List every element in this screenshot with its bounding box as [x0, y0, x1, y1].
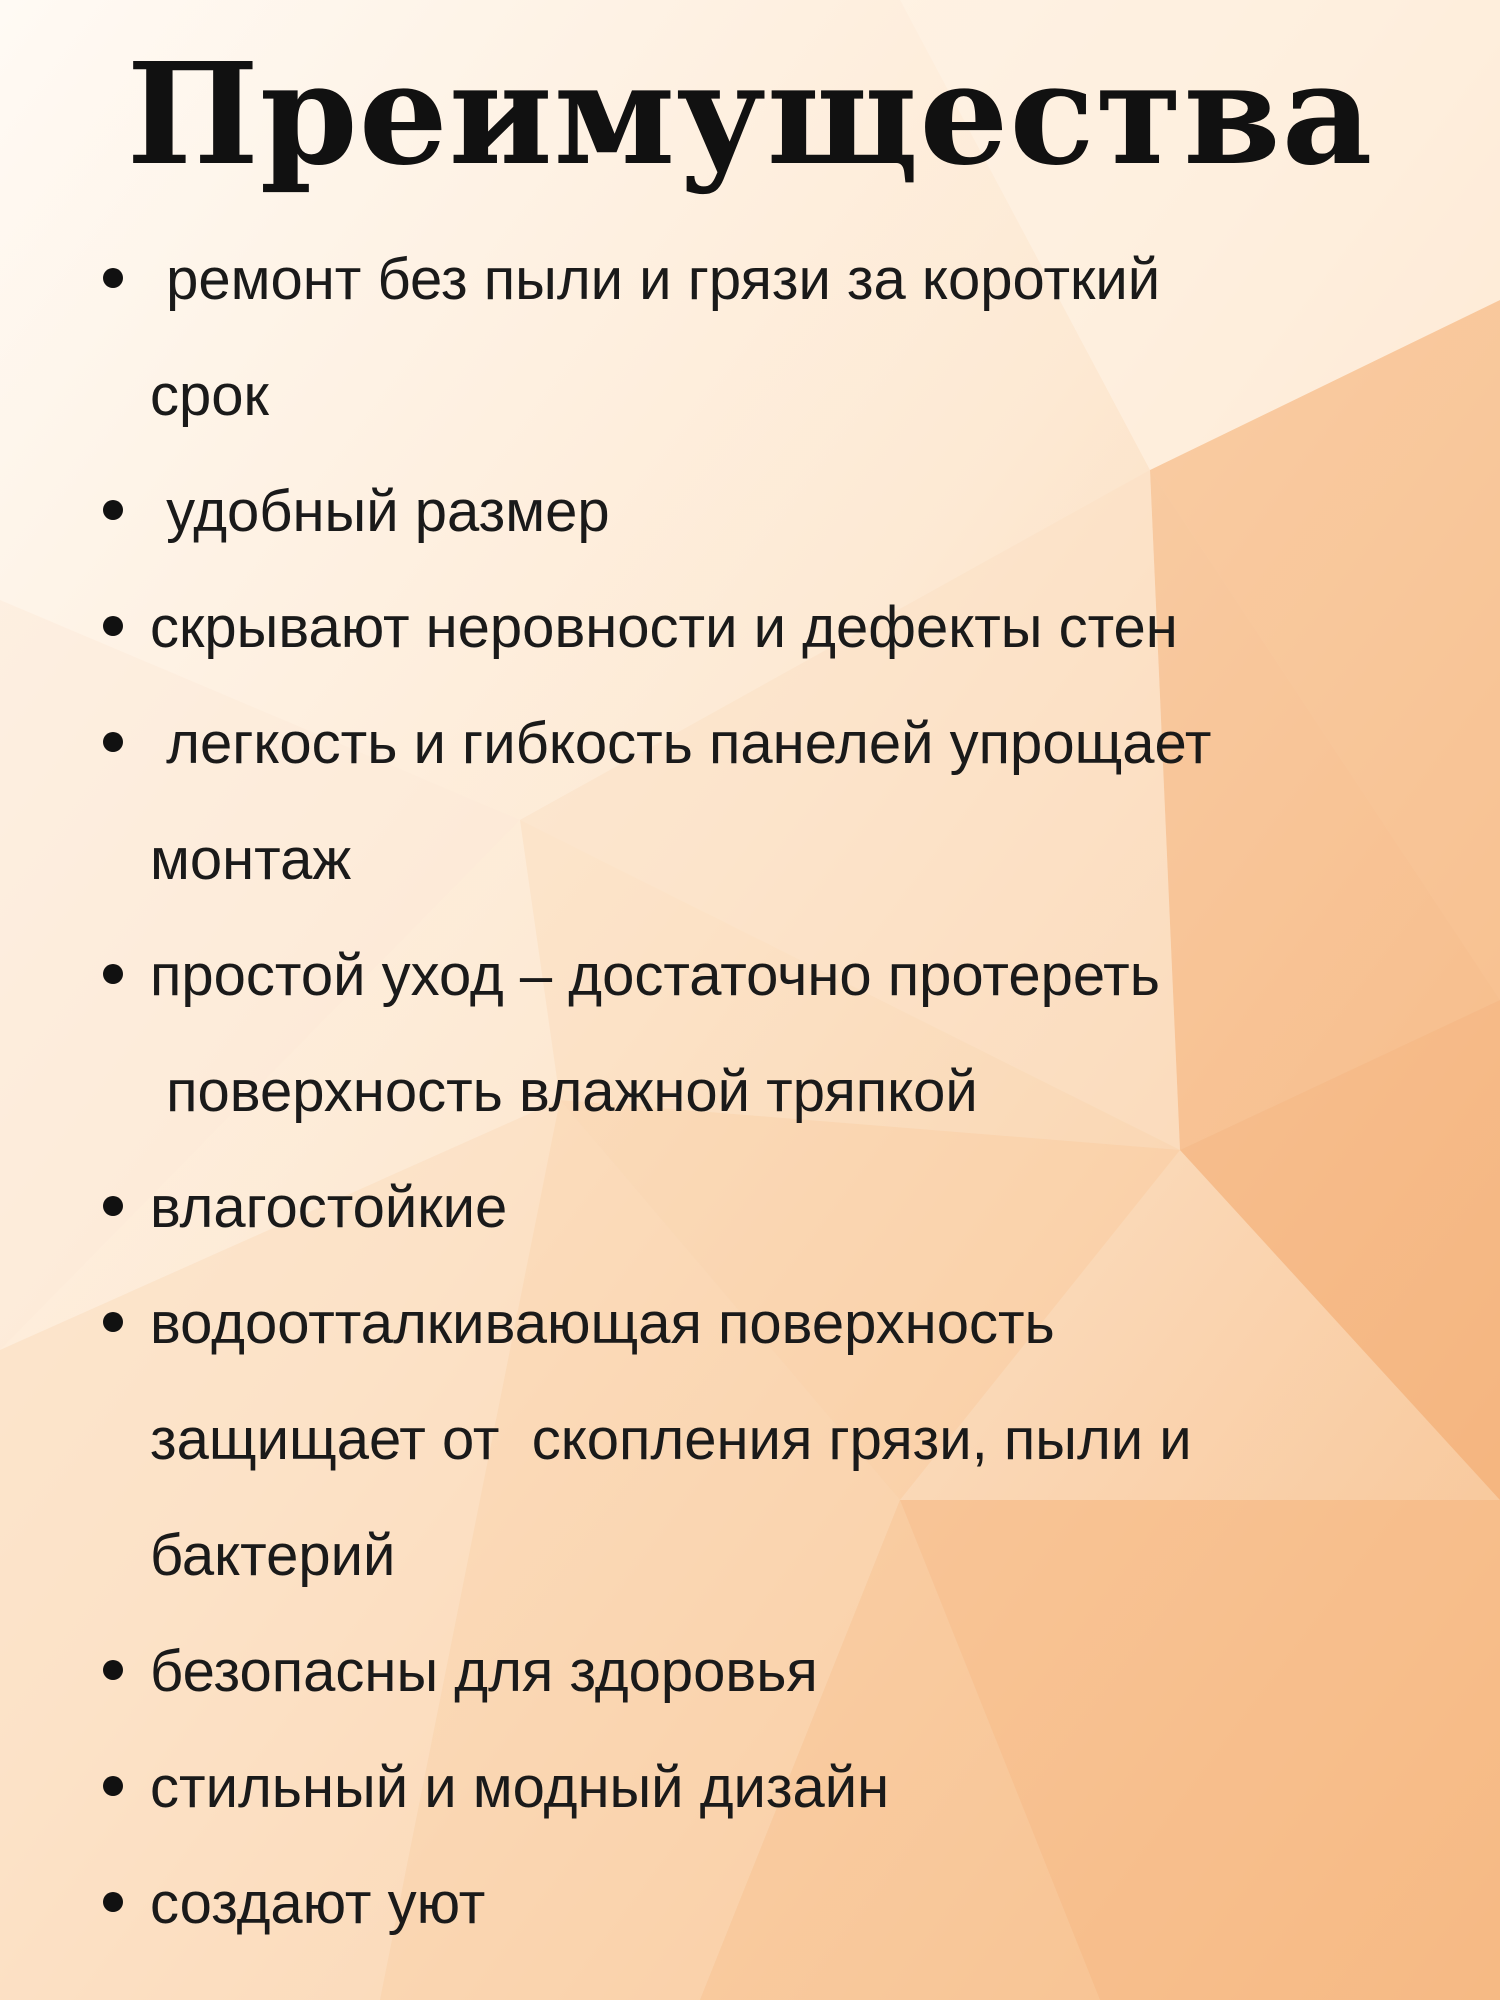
list-item-text: защищает от скопления грязи, пыли и	[150, 1407, 1192, 1472]
list-item-text: монтаж	[150, 827, 352, 892]
page-title: Преимущества	[126, 33, 1374, 197]
bullet-icon	[103, 1196, 123, 1216]
list-item	[95, 1266, 1475, 1614]
bullet-icon	[103, 1892, 123, 1912]
list-item	[95, 1846, 1475, 1962]
advantages-list	[95, 222, 1475, 1962]
list-item-text: влагостойкие	[150, 1175, 508, 1240]
bullet-icon	[103, 500, 123, 520]
list-item-text: водоотталкивающая поверхность	[150, 1291, 1055, 1356]
list-item	[95, 222, 1475, 454]
list-item	[95, 570, 1475, 686]
bullet-icon	[103, 1776, 123, 1796]
list-item-text: легкость и гибкость панелей упрощает	[150, 711, 1212, 776]
list-item-text: стильный и модный дизайн	[150, 1755, 890, 1820]
list-item	[95, 1730, 1475, 1846]
list-item-text: бактерий	[150, 1523, 396, 1588]
bullet-icon	[103, 1312, 123, 1332]
list-item	[95, 686, 1475, 918]
list-item-text: удобный размер	[150, 479, 610, 544]
list-item	[95, 1614, 1475, 1730]
list-item-text: срок	[150, 363, 269, 428]
list-item	[95, 454, 1475, 570]
list-item-text: безопасны для здоровья	[150, 1639, 818, 1704]
bullet-icon	[103, 964, 123, 984]
list-item-text: поверхность влажной тряпкой	[150, 1059, 978, 1124]
list-item-text: ремонт без пыли и грязи за короткий	[150, 247, 1161, 312]
list-item-text: скрывают неровности и дефекты стен	[150, 595, 1178, 660]
list-item-text: создают уют	[150, 1871, 486, 1936]
bullet-icon	[103, 1660, 123, 1680]
list-item-text: простой уход – достаточно протереть	[150, 943, 1160, 1008]
bullet-icon	[103, 616, 123, 636]
list-item	[95, 918, 1475, 1150]
bullet-icon	[103, 268, 123, 288]
list-item	[95, 1150, 1475, 1266]
bullet-icon	[103, 732, 123, 752]
